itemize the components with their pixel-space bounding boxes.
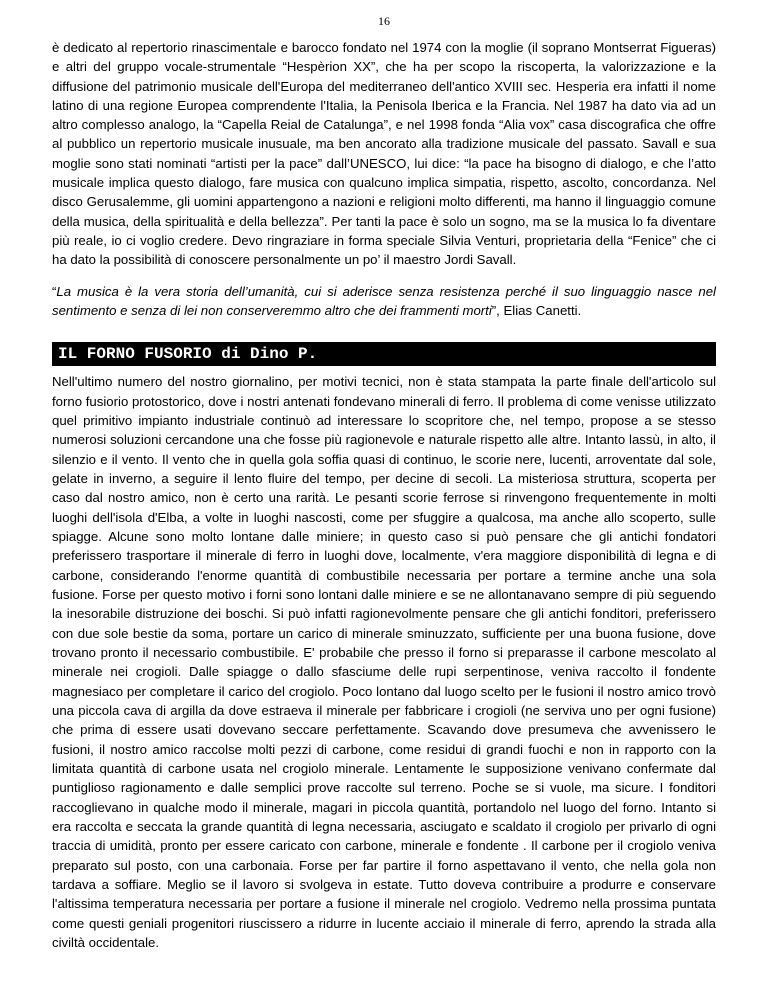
quote-author: ”, Elias Canetti. <box>491 302 582 318</box>
intro-paragraph: è dedicato al repertorio rinascimentale e barocco fondato nel 1974 con la moglie (il soprano Montserrat Figueras) e altri del gruppo vocale-strumentale “Hespèrion XX”, che ha per scopo la riscoperta, la valorizzazione e la diffusione del patrimonio musicale dell'Europa del mediterraneo dell'antico XVIII sec. Hesperia era infatti il nome latino di una regione Europea comprendente l'Italia, la Penisola Iberica e la Francia. Nel 1987 ha dato via ad un altro complesso analogo, la “Capella Reial de Catalunga”, e nel 1998 fonda “Alia vox” casa discografica che offre al pubblico un repertorio musicale inusuale, ma ben ancorato alla tradizione musicale del passato. Savall e sua moglie sono stati nominati “artisti per la pace” dall’UNESCO, lui dice: “la pace ha bisogno di dialogo, e che l’atto musicale implica questo dialogo, fare musica con qualcuno implica simpatia, rispetto, ascolto, concordanza. Nel disco Gerusalemme, gli uomini appartengono a nazioni e religioni molto differenti, ma hanno il linguaggio comune della musica, della spiritualità e della bellezza”. Per tanti la pace è solo un sogno, ma se la musica lo fa diventare più reale, io ci voglio credere. Devo ringraziare in forma speciale Silvia Venturi, proprietaria della “Fenice” che ci ha dato la possibilità di conoscere personalmente un po’ il maestro Jordi Savall. <box>52 40 716 268</box>
page-number: 16 <box>378 14 390 28</box>
page-content <box>52 38 716 952</box>
section-heading: IL FORNO FUSORIO di Dino P. <box>52 342 716 366</box>
quote-text: La musica è la vera storia dell’umanità, cui si aderisce senza resistenza perché il suo linguaggio nasce nel sentimento e senza di lei non conserveremmo altro che dei frammenti morti <box>52 283 716 318</box>
quote-paragraph <box>52 282 716 321</box>
article-paragraph: Nell'ultimo numero del nostro giornalino, per motivi tecnici, non è stata stampata la parte finale dell'articolo sul forno fusiorio protostorico, dove i nostri antenati fondevano minerali di ferro. Il problema di come venisse utilizzato quel primitivo impianto industriale continuò ad interessare lo scopritore che, nel tempo, propose a se stesso numerosi soluzioni cercandone una che fosse più ragionevole e naturale rispetto alle altre. Intanto lassù, in alto, il silenzio e il vento. Il vento che in quella gola soffia quasi di continuo, le scorie nere, lucenti, arroventate dal sole, gelate in inverno, a seguire il lento fluire del tempo, per decine di secoli. La misteriosa struttura, scoperta per caso dal nostro amico, non è certo una rarità. Le pesanti scorie ferrose si rinvengono frequentemente in molti luoghi dell'isola d'Elba, a volte in luoghi nascosti, come per sfuggire a qualcosa, ma anche allo scoperto, sulle spiagge. Alcune sono molto lontane dalle miniere; in questo caso si può pensare che gli antichi fondatori preferissero trasportare il minerale di ferro in luoghi dove, localmente, v'era maggiore disponibilità di legna e di carbone, considerando l'enorme quantità di combustibile necessaria per portare a termine anche una sola fusione. Forse per questo motivo i forni sono lontani dalle miniere e se ne allontanavano sempre di più seguendo la inesorabile distruzione dei boschi. Si può infatti ragionevolmente pensare che gli antichi fonditori, preferissero con due sole bestie da soma, portare un carico di minerale sminuzzato, sufficiente per una buona fusione, dove trovano pronto il necessario combustibile. E' probabile che presso il forno si preparasse il carbone mescolato al minerale nei crogioli. Dalle spiagge o dallo sfasciume delle rupi serpentinose, veniva raccolto il fondente magnesiaco per completare il carico del crogiolo. Poco lontano dal luogo scelto per le fusioni il nostro amico trovò una piccola cava di argilla da dove estraeva il minerale per fabbricare i crogioli (ne serviva uno per ogni fusione) che prima di essere usati dovevano seccare perfettamente. Scavando dove presumeva che avvenissero le fusioni, il nostro amico raccolse molti pezzi di carbone, come residui di grandi fuochi e non in rapporto con la limitata quantità di carbone usata nel crogiolo minerale. Lentamente le supposizione venivano confermate dal puntiglioso ragionamento e dalle semplici prove raccolte sul terreno. Poche se si vuole, ma sicure. I fonditori raccoglievano in qualche modo il minerale, magari in piccola quantità, portandolo nel luogo del forno. Intanto si era raccolta e seccata la grande quantità di legna necessaria, asciugato e scaldato il crogiolo per privarlo di ogni traccia di umidità, pronto per essere caricato con carbone, minerale e fondente . Il carbone per il crogiolo veniva preparato sul posto, con una carbonaia. Forse per far partire il forno aspettavano il vento, che nella gola non tardava a soffiare. Meglio se il lavoro si svolgeva in estate. Tutto doveva contribuire a produrre e conservare l'altissima temperatura necessaria per portare a fusione il minerale nel crogiolo. Vedremo nella prossima puntata come questi geniali progenitori riuscissero a ridurre in lucente acciaio il minerale di ferro, aprendo la strada alla civiltà occidentale. <box>52 374 716 951</box>
quote-open-mark: “ <box>52 283 57 299</box>
